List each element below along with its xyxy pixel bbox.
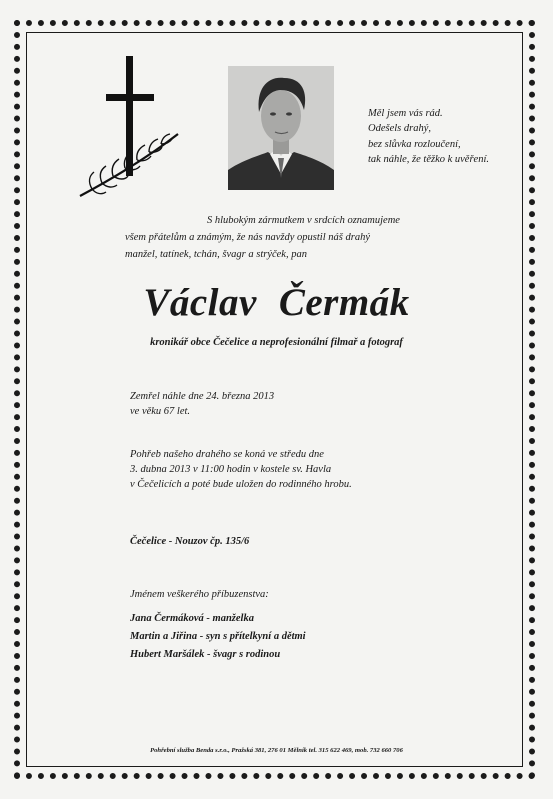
death-line: ve věku 67 let. <box>130 405 191 417</box>
intro-line: manžel, tatínek, tchán, švagr a strýček, pan <box>125 249 307 260</box>
funeral-line: Pohřeb našeho drahého se koná ve středu dne <box>130 449 324 460</box>
deceased-occupation: kronikář obce Čečelice a neprofesionální filmař a fotograf <box>150 337 403 348</box>
funeral-service-footer: Pohřební služba Benda s.r.o., Pražská 381, 276 01 Mělník tel. 315 622 469, mob. 732 660 706 <box>150 747 403 754</box>
poem <box>368 106 489 167</box>
cross-with-palm-icon <box>78 56 180 202</box>
deceased-name <box>0 280 553 325</box>
family-list <box>130 610 306 664</box>
family-member: Martin a Jiřina - syn s přítelkyní a dětmi <box>130 631 306 642</box>
intro-line: všem přátelům a známým, že nás navždy opustil náš drahý <box>125 232 370 243</box>
first-name: Václav <box>143 281 257 324</box>
funeral-line: 3. dubna 2013 v 11:00 hodin v kostele sv. Havla <box>130 463 332 475</box>
announcement-intro <box>125 212 400 263</box>
last-name: Čermák <box>278 281 410 324</box>
death-info <box>130 390 274 420</box>
family-member: Jana Čermáková - manželka <box>130 613 254 624</box>
intro-line: S hlubokým zármutkem v srdcích oznamujeme <box>207 215 400 226</box>
poem-line: Odešels drahý, <box>368 123 431 135</box>
poem-line: tak náhle, že těžko k uvěření. <box>368 153 489 165</box>
funeral-line: v Čečelicích a poté bude uložen do rodinného hrobu. <box>130 478 352 490</box>
address: Čečelice - Nouzov čp. 135/6 <box>130 536 250 547</box>
family-member: Hubert Maršálek - švagr s rodinou <box>130 649 281 660</box>
poem-line: bez slůvka rozloučení, <box>368 138 461 150</box>
funeral-info <box>130 448 352 492</box>
death-line: Zemřel náhle dne 24. března 2013 <box>130 391 275 402</box>
family-heading: Jménem veškerého příbuzenstva: <box>130 589 269 600</box>
portrait-photo <box>228 66 334 190</box>
poem-line: Měl jsem vás rád. <box>368 108 443 119</box>
